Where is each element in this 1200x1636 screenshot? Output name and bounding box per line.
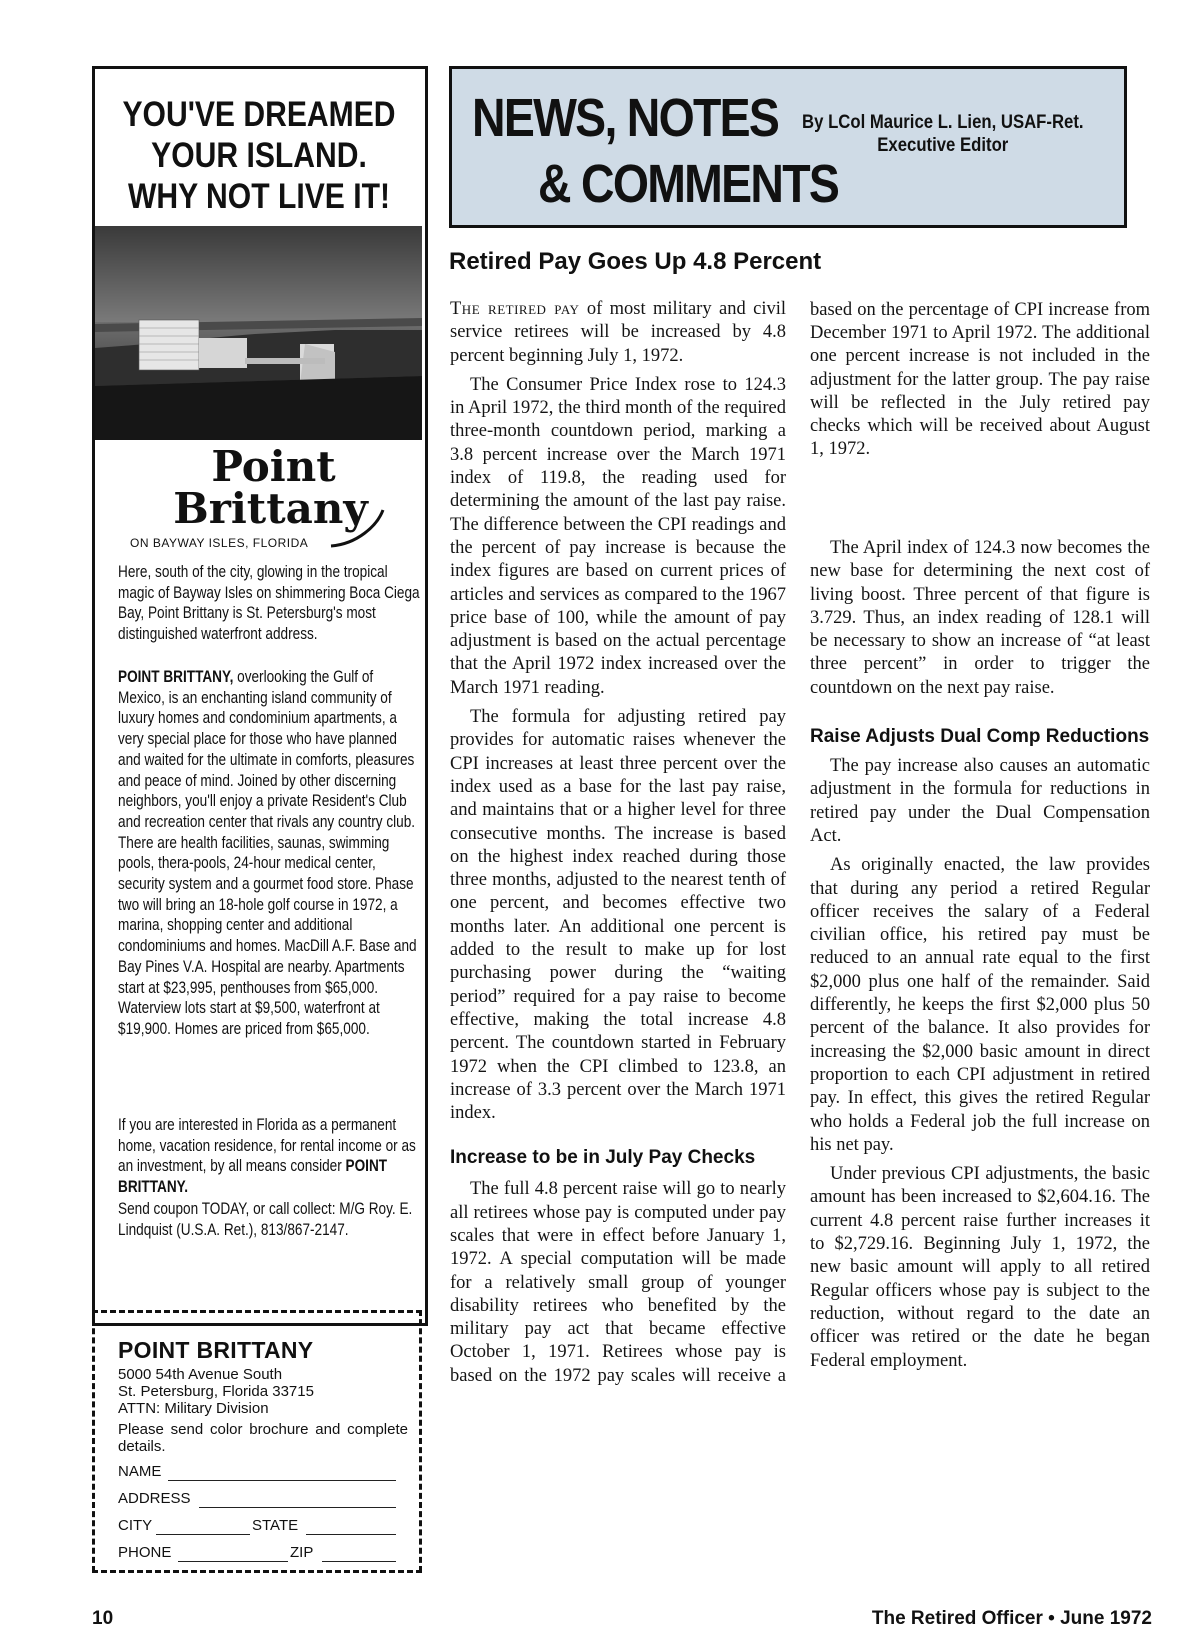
masthead-title-line1: NEWS, NOTES: [472, 88, 779, 148]
ad-paragraph: [118, 667, 420, 1040]
article-paragraph: The Consumer Price Index rose to 124.3 in April 1972, the third month of the required three-month countdown period, marking a 3.8 percent increase over the March 1971 index of 119.8, the reading used for determining the amount of the last pay raise. The difference between the CPI readings and the percent of pay increase is because the index figures are based on current prices of articles and services as compared to the 1967 price base of 100, while the amount of pay adjustment is based on the actual percentage that the April 1972 index increased over the March 1971 reading.: [450, 374, 786, 698]
coupon-request-text: Please send color brochure and complete details.: [118, 1421, 408, 1455]
state-field-label: STATE: [252, 1517, 299, 1534]
brand-name-line1: Point: [211, 442, 336, 491]
ad-headline-line: YOU'VE DREAMED: [122, 95, 396, 134]
ad-paragraph: [118, 1115, 420, 1198]
coupon-address-line: 5000 54th Avenue South: [118, 1366, 283, 1383]
address-field[interactable]: [199, 1507, 396, 1508]
ad-headline-line: WHY NOT LIVE IT!: [127, 177, 390, 216]
advertisement: [92, 66, 426, 1574]
state-field[interactable]: [306, 1534, 396, 1535]
coupon-cut-line: [92, 1570, 422, 1573]
article-paragraph: [810, 298, 1150, 531]
brand-emphasis: POINT BRITTANY.: [118, 1156, 388, 1197]
zip-field[interactable]: [322, 1561, 396, 1562]
article-column-right: [810, 298, 1150, 1373]
brand-logo: [95, 442, 422, 533]
ad-paragraph-text: overlooking the Gulf of Mexico, is an enchanting island community of luxury homes and condominium apartments, a very special place for those who have planned and waited for the ultimate in comforts, pleasures and peace of mind. Joined by other discerning neighbors, you'll enjoy a private Resident's Club and recreation center that rivals any country club. There are health facilities, saunas, swimming pools, thera-pools, 24-hour medical center, security system and a gourmet food store. Phase two will bring an 18-hole golf course in 1972, a marina, shopping center and additional condominiums and homes. MacDill A.F. Base and Bay Pines V.A. Hospital are nearby. Apartments start at $23,995, penthouses from $65,000. Waterview lots start at $9,500, waterfront at $19,900. Homes are priced from $65,000.: [118, 667, 417, 1038]
coupon-cut-line: [92, 1310, 422, 1313]
ad-paragraph: Here, south of the city, glowing in the tropical magic of Bayway Isles on shimmering Boca Ciega Bay, Point Brittany is St. Petersburg's most distinguished waterfront address.: [118, 562, 420, 644]
article-title: Retired Pay Goes Up 4.8 Percent: [449, 248, 822, 275]
address-field-label: ADDRESS: [118, 1490, 191, 1507]
coupon-cut-line: [419, 1310, 422, 1572]
coupon-title: POINT BRITTANY: [118, 1337, 314, 1363]
article-paragraph: Under previous CPI adjustments, the basic amount has been increased to $2,604.16. The current 4.8 percent raise further increases it to $2,729.16. Beginning July 1, 1972, the new basic amount will apply to all retired Regular officers whose pay is subject to the reduction, without regard to the date an officer was retired or the date he began Federal employment.: [810, 1164, 1150, 1371]
article-paragraph: The full 4.8 percent raise will go to nearly all retirees whose pay is computed under pay scales that were in effect before January 1, 1972. A special computation will be made for a relatively small group of younger disability retirees who benefited by the military pay act that became effective October 1, 1971. Retirees whose pay is based on the 1972 pay scales will receive a: [450, 1179, 786, 1386]
masthead-title-line2: & COMMENTS: [538, 154, 839, 214]
article-paragraph: The formula for adjusting retired pay provides for automatic raises whenever the CPI increases at least three percent over the index used as a base for the last pay raise, and maintains that or a higher level for three consecutive months. The increase is based on the highest index reached during those three months, adjusted to the nearest tenth of one percent, and becomes effective two months later. An additional one percent is added to the result to make up for lost purchasing power during the “waiting period” required for a pay raise to become effective, making the total increase 4.8 percent. The countdown started in February 1972 when the CPI climbed to 123.8, an increase of 3.3 percent over the March 1971 index.: [450, 707, 786, 1124]
subheading: Increase to be in July Pay Checks: [450, 1147, 756, 1169]
section-masthead: [449, 66, 1127, 228]
phone-field-label: PHONE: [118, 1544, 172, 1561]
brand-name-line2: Brittany: [173, 484, 368, 533]
city-field-label: CITY: [118, 1517, 153, 1534]
ad-headline: [118, 94, 400, 217]
article-paragraph: The April index of 124.3 now becomes the new base for determining the next cost of living boost. Three percent of that figure is 3.729. Thus, an index reading of 128.1 will be necessary to show an increase of “at least three percent” in order to trigger the countdown on the next pay raise.: [810, 538, 1150, 698]
byline-role: Executive Editor: [877, 135, 1009, 156]
ad-paragraph-text: If you are interested in Florida as a permanent home, vacation residence, for rental income or as an investment, by all means consider: [118, 1115, 416, 1176]
page-number: 10: [92, 1608, 114, 1629]
subheading: Raise Adjusts Dual Comp Reductions: [810, 726, 1150, 748]
publication-footer: The Retired Officer • June 1972: [871, 1608, 1152, 1629]
mail-in-coupon: [92, 1310, 424, 1575]
article-paragraph-text: of most military and civil service retirees will be increased by 4.8 percent beginning July 1, 1972.: [450, 299, 786, 366]
byline: [802, 111, 1084, 157]
coupon-address-line: St. Petersburg, Florida 33715: [118, 1383, 314, 1400]
lead-in: The retired pay: [450, 299, 580, 319]
name-field-label: NAME: [118, 1463, 162, 1480]
article-paragraph: [450, 298, 786, 368]
coupon-cut-line: [92, 1310, 95, 1572]
coupon-address-line: ATTN: Military Division: [118, 1400, 269, 1417]
article-paragraph-continued: based on the percentage of CPI increase from December 1971 to April 1972. The additional one percent increase is not included in the adjustment for the latter group. The pay raise will be reflected in the July retired pay checks which will be received about August 1, 1972.: [810, 299, 1150, 460]
ad-headline-line: YOUR ISLAND.: [151, 136, 367, 175]
zip-field-label: ZIP: [290, 1544, 314, 1561]
article-paragraph: The pay increase also causes an automatic adjustment in the formula for reductions in retired pay under the Dual Compensation Act.: [810, 756, 1150, 846]
brand-emphasis: POINT BRITTANY,: [118, 667, 234, 686]
brand-subtitle: ON BAYWAY ISLES, FLORIDA: [130, 536, 309, 550]
phone-field[interactable]: [178, 1561, 288, 1562]
byline-author: By LCol Maurice L. Lien, USAF-Ret.: [802, 112, 1084, 133]
article-paragraph: As originally enacted, the law provides that during any period a retired Regular officer receives the salary of a Federal civilian office, his retired pay must be reduced to an annual rate equal to the first $2,000 plus one half of the remainder. Said differently, he keeps the first $2,000 plus 50 percent of the balance. It also provides for increasing the $2,000 basic amount in direct proportion to each CPI adjustment in retired pay. In effect, this gives the retired Regular who holds a Federal job the full increase on his net pay.: [810, 855, 1150, 1155]
ad-paragraph: Send coupon TODAY, or call collect: M/G Roy. E. Lindquist (U.S.A. Ret.), 813/867-2147.: [118, 1199, 413, 1239]
name-field[interactable]: [168, 1480, 396, 1481]
city-field[interactable]: [156, 1534, 250, 1535]
article-column-left: [450, 298, 786, 1387]
waterfront-photo: [95, 226, 422, 440]
